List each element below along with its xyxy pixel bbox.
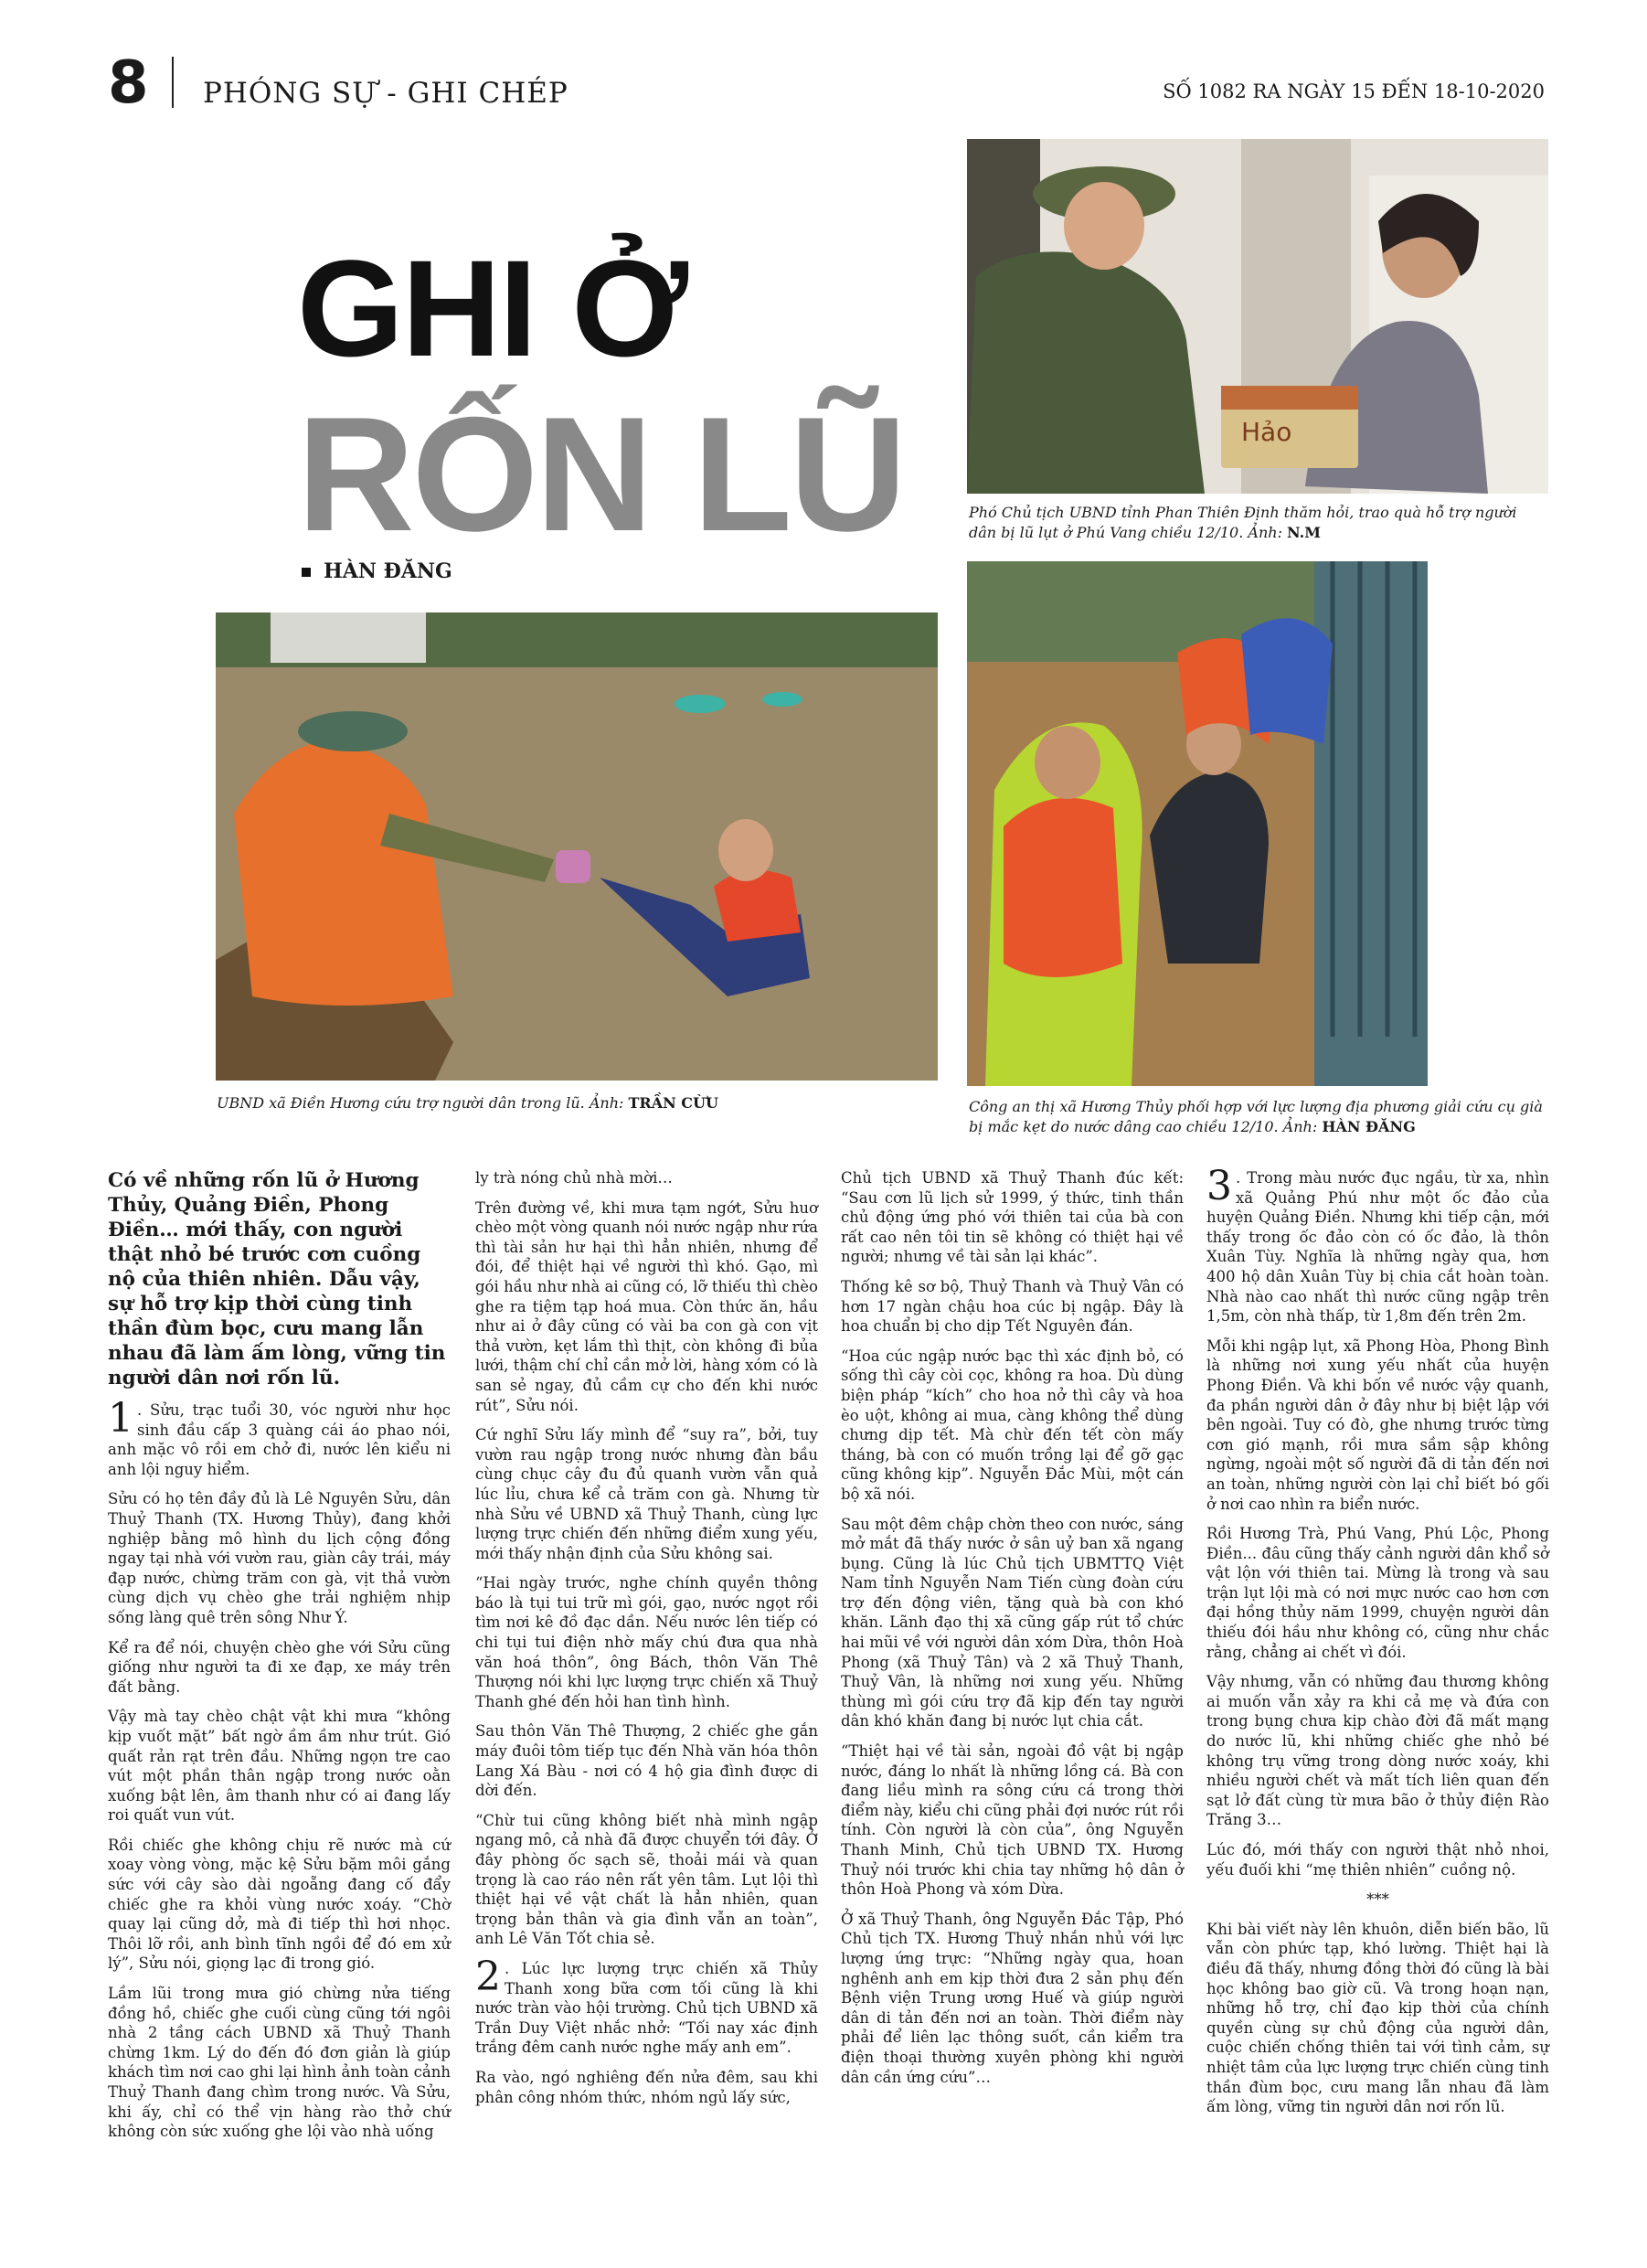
caption-gift-handover-text: Phó Chủ tịch UBND tỉnh Phan Thiên Định thăm hỏi, trao quà hỗ trợ người dân bị lũ lụt ở Phú Vang chiều 12/10. Ảnh: <box>969 504 1517 541</box>
credit-boat-rescue: TRẦN CỪU <box>628 1094 718 1112</box>
paragraph: “Hai ngày trước, nghe chính quyền thông báo là tụi tui trữ mì gói, gạo, nước ngọt rồi tìm nơi kê đồ đạc dần. Nếu nước lên tiếp có chi tụi tui điện nhờ mấy chú đưa qua nhà văn hoá thôn”, ông Bách, thôn Văn Thê Thượng nói khi lực lượng trực chiến xã Thuỷ Thanh ghé đến hỏi han tình hình. <box>475 1574 818 1710</box>
paragraph: Lúc đó, mới thấy con người thật nhỏ nhoi, yếu đuối khi “mẹ thiên nhiên” cuồng nộ. <box>1206 1841 1549 1879</box>
section-number: 3 <box>1206 1163 1232 1209</box>
paragraph: Sửu có họ tên đầy đủ là Lê Nguyên Sửu, dân Thuỷ Thanh (TX. Hương Thủy), đang khởi nghiệp bằng mô hình du lịch cộng đồng ngay tại nhà với vườn rau, giàn cây trái, máy đạp nước, chừng trăm con gà, vịt thả vườn cùng dịch vụ chèo ghe trải nghiệm nhịp sống làng quê trên sông Như Ý. <box>108 1490 451 1626</box>
caption-boat-rescue-text: UBND xã Điền Hương cứu trợ người dân trong lũ. Ảnh: <box>217 1094 629 1112</box>
article-lead: Có về những rốn lũ ở Hương Thủy, Quảng Điền, Phong Điền… mới thấy, con người thật nhỏ bé trước cơn cuồng nộ của thiên nhiên. Dẫu vậy, sự hỗ trợ kịp thời cùng tinh thần đùm bọc, cưu mang lẫn nhau đã làm ấm lòng, vững tin người dân nơi rốn lũ. <box>108 1169 446 1390</box>
section-separator: *** <box>1366 1890 1389 1909</box>
article-column-1 <box>108 1168 451 2152</box>
page-number: 8 <box>108 49 149 117</box>
paragraph: “Thiệt hại về tài sản, ngoài đồ vật bị ngập nước, đáng lo nhất là những lồng cá. Bà con đang liều mình ra sông cứu cá trong thời điểm này, kiểu chi cũng phải đợi nước rút rồi tính. Còn người là còn của”, ông Nguyễn Thanh Minh, Chủ tịch UBND TX. Hương Thuỷ nói trước khi chia tay những hộ dân ở thôn Hoà Phong và xóm Dừa. <box>841 1742 1184 1899</box>
photo-gift-handover-image <box>967 139 1548 494</box>
photo-boat-rescue <box>216 612 938 1081</box>
caption-boat-rescue <box>217 1093 930 1113</box>
paragraph: Sau một đêm chập chờn theo con nước, sáng mở mắt đã thấy nước ở sân uỷ ban xã ngang bụng. Cũng là lúc Chủ tịch UBMTTQ Việt Nam tỉnh Nguyễn Nam Tiến cùng đoàn cứu trợ đến động viên, tặng quà bà con khó khăn. Lãnh đạo thị xã cũng gấp rút tổ chức hai mũi về với người dân xóm Dừa, thôn Hoà Phong (xã Thuỷ Tân) và 2 xã Thuỷ Thanh, Thuỷ Vân, là những nơi xung yếu. Những thùng mì gói cứu trợ đã kịp đến tay người dân khó khăn đang bị nước lụt chia cắt. <box>841 1515 1184 1730</box>
byline <box>302 559 452 583</box>
gift-box-text: Hảo <box>1241 417 1292 447</box>
paragraph: Mỗi khi ngập lụt, xã Phong Hòa, Phong Bình là những nơi xung yếu nhất của huyện Phong Điền. Và khi bốn về nước vậy quanh, đa phần người dân ở đây như bị biệt lập với bên ngoài. Tuy có đò, ghe nhưng trước từng cơn gió mạnh, rồi mưa sầm sập không ngừng, ngoài một số người đã di tản đến nơi an toàn, những người còn lại chỉ biết bó gối ở nơi cao nhìn ra biển nước. <box>1206 1336 1549 1513</box>
paragraph: Rồi Hương Trà, Phú Vang, Phú Lộc, Phong Điền... đâu cũng thấy cảnh người dân khổ sở vật lộn với thiên tai. Mừng là trong và sau trận lụt lội mà có nơi mực nước cao hơn cơn đại hồng thủy năm 1999, chuyện người dân thiếu đói hầu như không có, cũng như chắc rằng, chẳng ai chết vì đói. <box>1206 1525 1549 1661</box>
paragraph: “Hoa cúc ngập nước bạc thì xác định bỏ, có sống thì cây còi cọc, không ra hoa. Dù dùng biện pháp “kích” cho hoa nở thì cây và hoa èo uột, không ai mua, càng không thể dùng chưng dịp tết. Mà chừ đến tết còn mấy tháng, bà con có muốn trồng lại để gỡ gạc cũng không kịp”. Nguyễn Đắc Mùi, một cán bộ xã nói. <box>841 1347 1184 1503</box>
paragraph: Vậy mà tay chèo chật vật khi mưa “không kịp vuốt mặt” bất ngờ ầm ầm như trút. Gió quất rản rạt trên đầu. Những ngọn tre cao vút một phần thân ngập trong nước oằn xuống bật lên, âm thanh như có ai đang lấy roi quất vun vút. <box>108 1708 451 1825</box>
caption-elder-rescue <box>969 1097 1554 1137</box>
paragraph: 1 . Sửu, trạc tuổi 30, vóc người như học sinh đầu cấp 3 quàng cái áo phao nói, anh mặc vô rồi em chở đi, nước lên kiểu ni anh lội nguy hiểm. <box>108 1395 451 1478</box>
paragraph: Khi bài viết này lên khuôn, diễn biến bão, lũ vẫn còn phức tạp, khó lường. Thiệt hại là điều đã thấy, nhưng đồng thời đó cũng là bài học không bao giờ cũ. Và trong hoạn nạn, những hỗ trợ, chỉ đạo kịp thời của chính quyền cùng sự chủ động của người dân, cuộc chiến chống thiên tai với tình cảm, sự nhiệt tâm của lực lượng trực chiến cùng tinh thần đùm bọc, cưu mang lẫn nhau đã làm ấm lòng, vững tin người dân nơi rốn lũ. <box>1206 1920 1549 2116</box>
photo-gift-handover <box>967 139 1548 494</box>
paragraph: Ra vào, ngó nghiêng đến nửa đêm, sau khi phân công nhóm thức, nhóm ngủ lấy sức, <box>475 2068 818 2106</box>
byline-bullet <box>302 568 311 577</box>
paragraph: Kể ra để nói, chuyện chèo ghe với Sửu cũng giống như người ta đi xe đạp, xe máy trên đất bằng. <box>108 1638 451 1696</box>
paragraph: Sau thôn Văn Thê Thượng, 2 chiếc ghe gắn máy đuôi tôm tiếp tục đến Nhà văn hóa thôn Lang Xá Bàu - nơi có 4 hộ gia đình được di dời đến. <box>475 1722 818 1800</box>
header-divider <box>172 57 174 108</box>
paragraph: Cứ nghĩ Sửu lấy mình để “suy ra”, bởi, tuy vườn rau ngập trong nước nhưng đàn bầu cùng chục cây đu đủ quanh vườn vẫn quả lúc lỉu, chưa kể cả trăm con gà. Nhưng từ nhà Sửu về UBND xã Thuỷ Thanh, cùng lực lượng trực chiến đến những điểm xung yếu, mới thấy nhận định của Sửu không sai. <box>475 1426 818 1562</box>
article-column-2 <box>475 1168 818 2117</box>
paragraph: Lầm lũi trong mưa gió chừng nửa tiếng đồng hồ, chiếc ghe cuối cùng cũng tới ngôi nhà 2 tầng cách UBND xã Thuỷ Thanh chừng 1km. Lý do đến đó đơn giản là giúp khách tìm nơi cao ghi lại hình ảnh toàn cảnh Thuỷ Thanh đang chìm trong nước. Và Sửu, khi ấy, chỉ có thể vịn hàng rào thở chứ không còn sức xuống ghe lội vào nhà uống <box>108 1985 451 2141</box>
article-column-3 <box>841 1168 1184 2097</box>
paragraph: Chủ tịch UBND xã Thuỷ Thanh đúc kết: “Sau cơn lũ lịch sử 1999, ý thức, tinh thần chủ động ứng phó với thiên tai của bà con rất cao nên tôi tin sẽ không có thiệt hại về người; nhưng về tài sản lại khác”. <box>841 1169 1184 1266</box>
section-number: 1 <box>108 1395 133 1442</box>
issue-date: SỐ 1082 RA NGÀY 15 ĐẾN 18-10-2020 <box>1163 80 1545 102</box>
paragraph: Thống kê sơ bộ, Thuỷ Thanh và Thuỷ Vân có hơn 17 ngàn chậu hoa cúc bị ngập. Đây là hoa chuẩn bị cho dịp Tết Nguyên đán. <box>841 1277 1184 1336</box>
credit-gift-handover: N.M <box>1287 524 1321 541</box>
article-column-4 <box>1206 1163 1549 2127</box>
headline-line-1: GHI Ở <box>297 231 687 385</box>
caption-gift-handover <box>969 503 1535 543</box>
headline-line-2: RỐN LŨ <box>297 383 905 565</box>
author-name: HÀN ĐĂNG <box>324 559 452 583</box>
caption-elder-rescue-text: Công an thị xã Hương Thủy phối hợp với lực lượng địa phương giải cứu cụ già bị mắc kẹt do nước dâng cao chiều 12/10. Ảnh: <box>969 1098 1543 1135</box>
photo-boat-rescue-image <box>216 612 938 1081</box>
paragraph: Trên đường về, khi mưa tạm ngớt, Sửu huơ chèo một vòng quanh nói nước ngập như rứa thì tài sản hư hại thì hẳn nhiên, nhưng để đói, để thiệt hại về người thì khó. Gạo, mì gói hầu như nhà ai cũng có, lỡ thiếu thì chèo ghe ra tiệm tạp hoá mua. Còn thức ăn, hầu như ai ở đây cũng có vài ba con gà con vịt thả vườn, kẹt lắm thì thịt, còn không đi bủa lưới, thậm chí chỉ cần mở lời, hàng xóm có là san sẻ ngay, đủ cầm cự cho đến khi nước rút”, Sửu nói. <box>475 1198 818 1414</box>
paragraph: 2 . Lúc lực lượng trực chiến xã Thủy Thanh xong bữa cơm tối cũng là khi nước tràn vào hội trường. Chủ tịch UBND xã Trần Duy Việt nhắc nhở: “Tối nay xác định trắng đêm canh nước nghe mấy anh em”. <box>475 1953 818 2057</box>
section-number: 2 <box>475 1953 501 2000</box>
paragraph: “Chừ tui cũng không biết nhà mình ngập ngang mô, cả nhà đã được chuyển tới đây. Ở đây phòng ốc sạch sẽ, thoải mái và quan trọng là cao ráo nên rất yên tâm. Lụt lội thì thiệt hại về vật chất là hẳn nhiên, quan trọng bản thân và gia đình vẫn an toàn”, anh Lê Văn Tốt chia sẻ. <box>475 1811 818 1948</box>
paragraph: Vậy nhưng, vẫn có những đau thương không ai muốn vẫn xảy ra khi cả mẹ và đứa con trong bụng chưa kịp chào đời đã mất mạng do nước lũ, khi những chiếc ghe nhỏ bé không trụ vững trong dòng nước xoáy, khi nhiều người chết và mất tích liên quan đến sạt lở đất cùng từ mưa bão ở thủy điện Rào Trăng 3… <box>1206 1673 1549 1829</box>
photo-elder-rescue <box>967 561 1428 1086</box>
credit-elder-rescue: HÀN ĐĂNG <box>1322 1118 1416 1135</box>
photo-elder-rescue-image <box>967 561 1428 1086</box>
paragraph: 3 . Trong màu nước đục ngầu, từ xa, nhìn xã Quảng Phú như một ốc đảo của huyện Quảng Điền. Nhưng khi tiếp cận, mới thấy trong ốc đảo còn có ốc đảo, là thôn Xuân Tùy. Nghĩa là những ngày qua, hơn 400 hộ dân Xuân Tùy bị chia cắt hoàn toàn. Nhà nào cao nhất thì nước cũng ngập trên 1,5m, còn nhà thấp, từ 1,8m đến trên 2m. <box>1206 1163 1549 1326</box>
section-title: PHÓNG SỰ - GHI CHÉP <box>203 77 568 110</box>
paragraph: ly trà nóng chủ nhà mời… <box>475 1169 673 1187</box>
paragraph: Ở xã Thuỷ Thanh, ông Nguyễn Đắc Tập, Phó Chủ tịch TX. Hương Thuỷ nhắn nhủ với lực lượng ứng trực: “Những ngày qua, hoan nghênh anh em kịp thời đưa 2 sản phụ đến Bệnh viện Trung ương Huế và giúp người dân di tản đến nơi an toàn. Thời điểm này phải để liên lạc thông suốt, cần kiểm tra điện thoại thường xuyên phòng khi người dân cần ứng cứu”… <box>841 1910 1184 2086</box>
paragraph: Rồi chiếc ghe không chịu rẽ nước mà cứ xoay vòng vòng, mặc kệ Sửu bặm môi gắng sức với cây sào dài ngoẵng đang cố đẩy chiếc ghe ra khỏi vùng nước xoáy. “Chờ quay lại cũng dở, mà đi tiếp thì hơi nhọc. Thôi lỡ rồi, anh bình tĩnh ngồi để đó em xử lý”, Sửu nói, giọng lạc đi trong gió. <box>108 1836 451 1973</box>
